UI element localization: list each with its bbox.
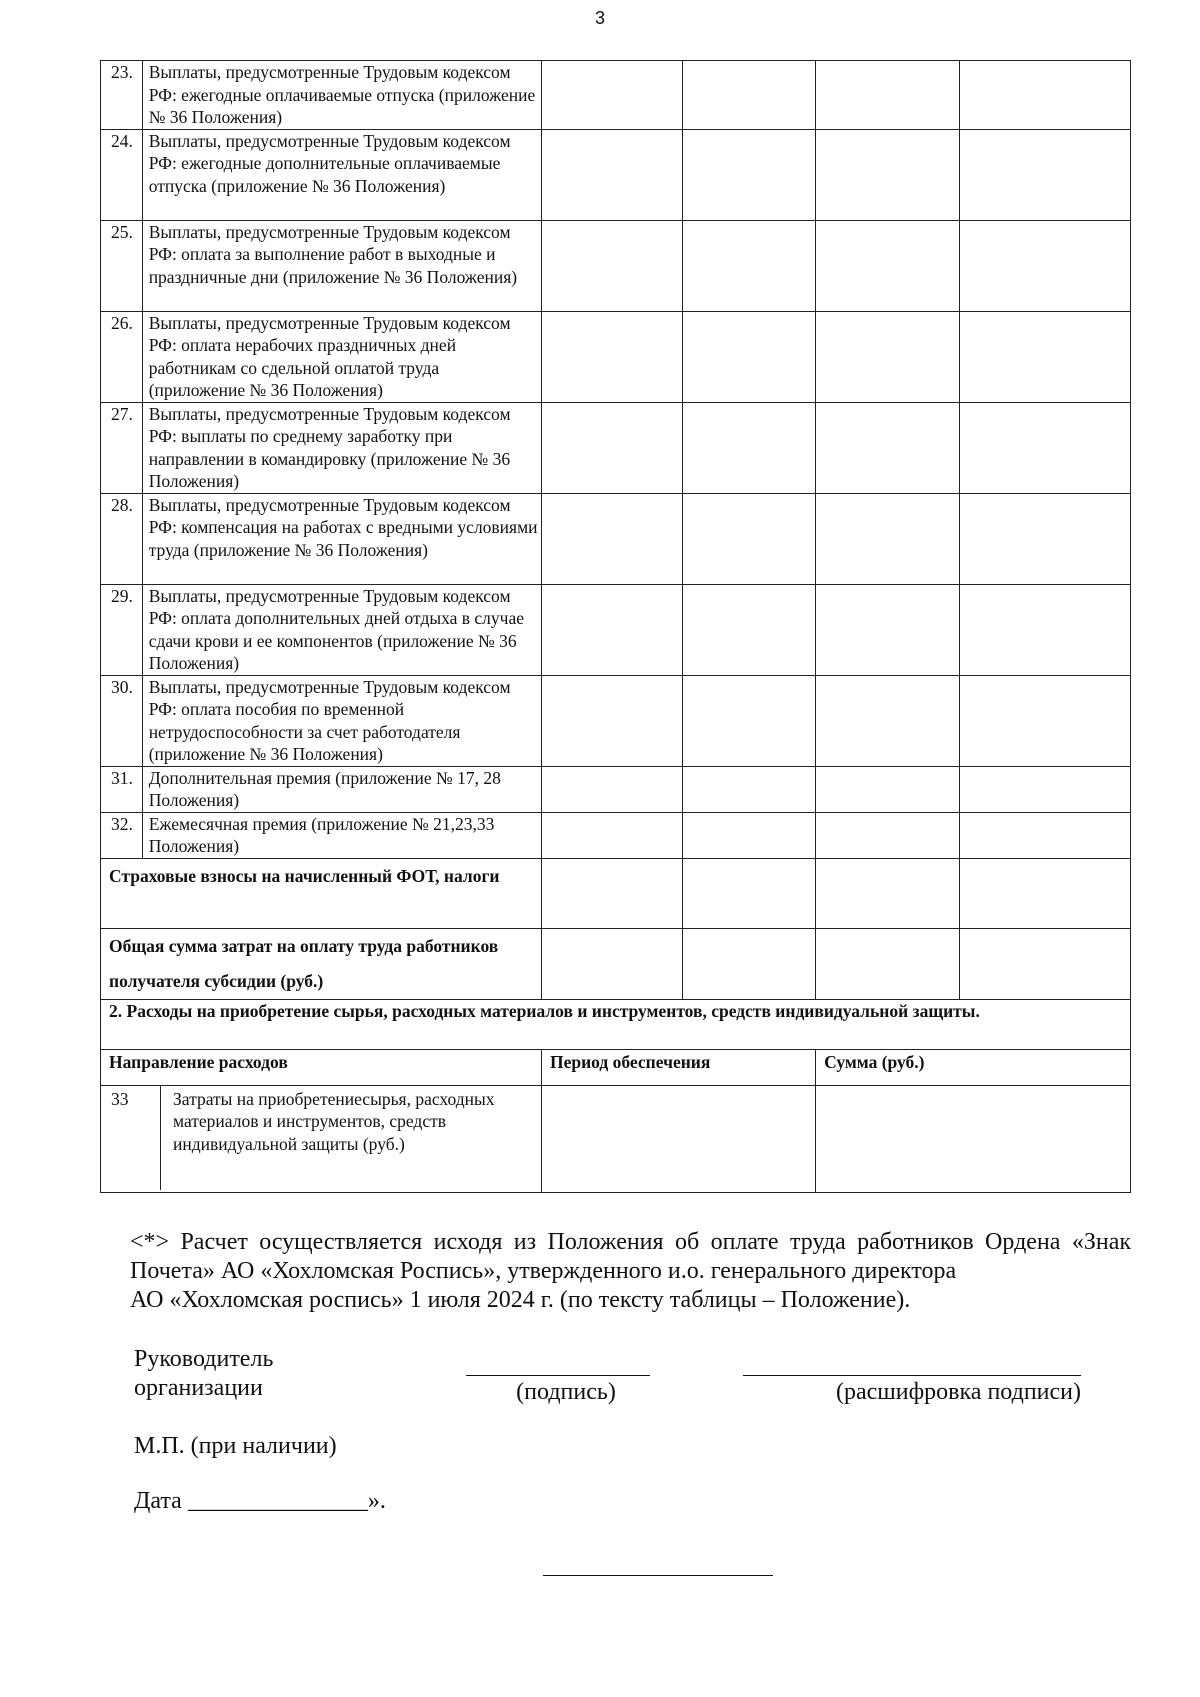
decode-line [743,1375,1081,1376]
row33-cell [101,1085,542,1192]
footnote-text: <*> Расчет осуществляется исходя из Положения об оплате труда работников Ордена «Знак Почета» АО «Хохломская Роспись», утвержденного и.о. генерального директора [130,1229,1131,1284]
stamp-label: М.П. (при наличии) [134,1433,337,1459]
row-number: 30. [101,675,143,766]
row-description: Ежемесячная премия (приложение № 21,23,33 Положения) [142,812,541,858]
value-cell [541,928,682,999]
expense-table [100,60,1131,1193]
table-row [101,1085,1131,1192]
signature-caption: (подпись) [516,1379,616,1405]
section2-header-row [101,1049,1131,1085]
value-cell [960,493,1131,584]
value-cell [960,766,1131,812]
value-cell [960,220,1131,311]
value-cell [816,220,960,311]
total-row [101,928,1131,999]
table-row [101,402,1131,493]
value-cell [682,584,815,675]
value-cell [960,928,1131,999]
value-cell [682,675,815,766]
value-cell [541,493,682,584]
value-cell [541,812,682,858]
table-row [101,766,1131,812]
row-description: Выплаты, предусмотренные Трудовым кодексом РФ: ежегодные оплачиваемые отпуска (приложение № 36 Положения) [142,61,541,130]
table-row [101,129,1131,220]
table-row [101,61,1131,130]
value-cell [682,311,815,402]
row-number: 23. [101,61,143,130]
date-label: Дата _______________». [134,1488,386,1514]
row-number: 29. [101,584,143,675]
row-description: Выплаты, предусмотренные Трудовым кодексом РФ: компенсация на работах с вредными условиями труда (приложение № 36 Положения) [142,493,541,584]
header-direction: Направление расходов [101,1049,542,1085]
value-cell [816,1085,1131,1192]
value-cell [960,61,1131,130]
value-cell [816,858,960,928]
value-cell [960,812,1131,858]
value-cell [816,129,960,220]
value-cell [960,311,1131,402]
value-cell [541,1085,815,1192]
total-label: Общая сумма затрат на оплату труда работников получателя субсидии (руб.) [101,928,542,999]
value-cell [816,766,960,812]
value-cell [960,675,1131,766]
row-description: Дополнительная премия (приложение № 17, 28 Положения) [142,766,541,812]
value-cell [816,311,960,402]
header-sum: Сумма (руб.) [816,1049,1131,1085]
insurance-label: Страховые взносы на начисленный ФОТ, налоги [101,858,542,928]
value-cell [960,129,1131,220]
table-row [101,493,1131,584]
value-cell [541,129,682,220]
row-description: Выплаты, предусмотренные Трудовым кодексом РФ: ежегодные дополнительные оплачиваемые отпуска (приложение № 36 Положения) [142,129,541,220]
value-cell [541,220,682,311]
table-row [101,311,1131,402]
row-description: Выплаты, предусмотренные Трудовым кодексом РФ: оплата нерабочих праздничных дней работникам со сдельной оплатой труда (приложение № 36 Положения) [142,311,541,402]
signature-line [466,1375,650,1376]
section2-title: 2. Расходы на приобретение сырья, расходных материалов и инструментов, средств индивидуальной защиты. [101,999,1131,1049]
value-cell [816,675,960,766]
value-cell [682,928,815,999]
footnote-text-end: АО «Хохломская роспись» 1 июля 2024 г. (по тексту таблицы – Положение). [130,1287,911,1313]
value-cell [541,858,682,928]
value-cell [682,61,815,130]
decode-caption: (расшифровка подписи) [836,1379,1081,1405]
value-cell [816,584,960,675]
table-row [101,584,1131,675]
row-description: Выплаты, предусмотренные Трудовым кодексом РФ: оплата за выполнение работ в выходные и праздничные дни (приложение № 36 Положения) [142,220,541,311]
value-cell [682,493,815,584]
row-number: 27. [101,402,143,493]
value-cell [541,584,682,675]
value-cell [682,129,815,220]
table-row [101,220,1131,311]
value-cell [960,858,1131,928]
row-number: 25. [101,220,143,311]
value-cell [816,493,960,584]
value-cell [541,402,682,493]
page-number: 3 [594,8,605,28]
value-cell [682,220,815,311]
head-label: Руководитель организации [134,1346,274,1401]
value-cell [541,311,682,402]
end-line [543,1575,773,1576]
row-description: Выплаты, предусмотренные Трудовым кодексом РФ: оплата пособия по временной нетрудоспособности за счет работодателя (приложение № 36 Положения) [142,675,541,766]
value-cell [816,812,960,858]
section2-title-row [101,999,1131,1049]
row-number: 33 [101,1086,161,1190]
row-number: 31. [101,766,143,812]
value-cell [682,402,815,493]
row-description: Выплаты, предусмотренные Трудовым кодексом РФ: оплата дополнительных дней отдыха в случае сдачи крови и ее компонентов (приложение № 36 Положения) [142,584,541,675]
value-cell [816,928,960,999]
table-row [101,675,1131,766]
row-number: 28. [101,493,143,584]
insurance-row [101,858,1131,928]
value-cell [682,858,815,928]
header-period: Период обеспечения [541,1049,815,1085]
value-cell [960,402,1131,493]
row-number: 26. [101,311,143,402]
row-description: Выплаты, предусмотренные Трудовым кодексом РФ: выплаты по среднему заработку при направлении в командировку (приложение № 36 Положения) [142,402,541,493]
value-cell [541,61,682,130]
value-cell [960,584,1131,675]
value-cell [682,812,815,858]
value-cell [541,675,682,766]
value-cell [682,766,815,812]
row-number: 32. [101,812,143,858]
value-cell [541,766,682,812]
row-number: 24. [101,129,143,220]
value-cell [816,402,960,493]
table-row [101,812,1131,858]
value-cell [816,61,960,130]
footnote [130,1228,1131,1315]
row-description: Затраты на приобретениесырья, расходных материалов и инструментов, средств индивидуальной защиты (руб.) [173,1088,495,1154]
